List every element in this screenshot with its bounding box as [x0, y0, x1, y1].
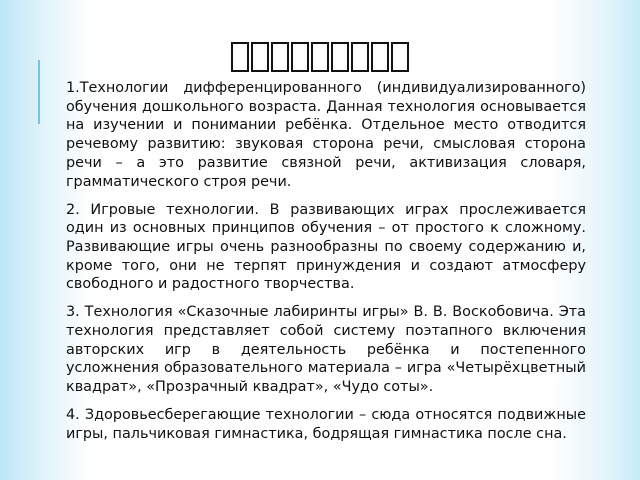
missing-glyph-box [311, 42, 329, 72]
missing-glyph-box [331, 42, 349, 72]
paragraph-2: 2. Игровые технологии. В развивающих играх прослеживается один из основных принципов обучения – от простого к сложному. Развивающие игры очень разнообразны по своему содержанию и, кроме того, они не терпят принуждения и создают атмосферу свободного и радостного творчества. [66, 201, 586, 293]
missing-glyph-box [371, 42, 389, 72]
slide-title-glyphs [230, 32, 410, 76]
missing-glyph-box [291, 42, 309, 72]
missing-glyph-box [351, 42, 369, 72]
missing-glyph-box [391, 42, 409, 72]
missing-glyph-box [251, 42, 269, 72]
paragraph-3: 3. Технология «Сказочные лабиринты игры» В. В. Воскобовича. Эта технология представляет собой систему поэтапного включения авторских игр в деятельность ребёнка и постепенного усложнения образовательного материала – игра «Четырёхцветный квадрат», «Прозрачный квадрат», «Чудо соты». [66, 304, 586, 396]
missing-glyph-box [231, 42, 249, 72]
paragraph-4: 4. Здоровьесберегающие технологии – сюда относятся подвижные игры, пальчиковая гимнастика, бодрящая гимнастика после сна. [66, 407, 586, 442]
slide-body [66, 79, 586, 453]
missing-glyph-box [271, 42, 289, 72]
paragraph-1: 1.Технологии дифференцированного (индивидуализированного) обучения дошкольного возраста. Данная технология основывается на изучении и понимании ребёнка. Отдельное место отводится речевому развитию: звуковая сторона речи, смысловая сторона речи – а это развитие связной речи, активизация словаря, грамматического строя речи. [66, 80, 586, 190]
slide-title [0, 32, 640, 76]
